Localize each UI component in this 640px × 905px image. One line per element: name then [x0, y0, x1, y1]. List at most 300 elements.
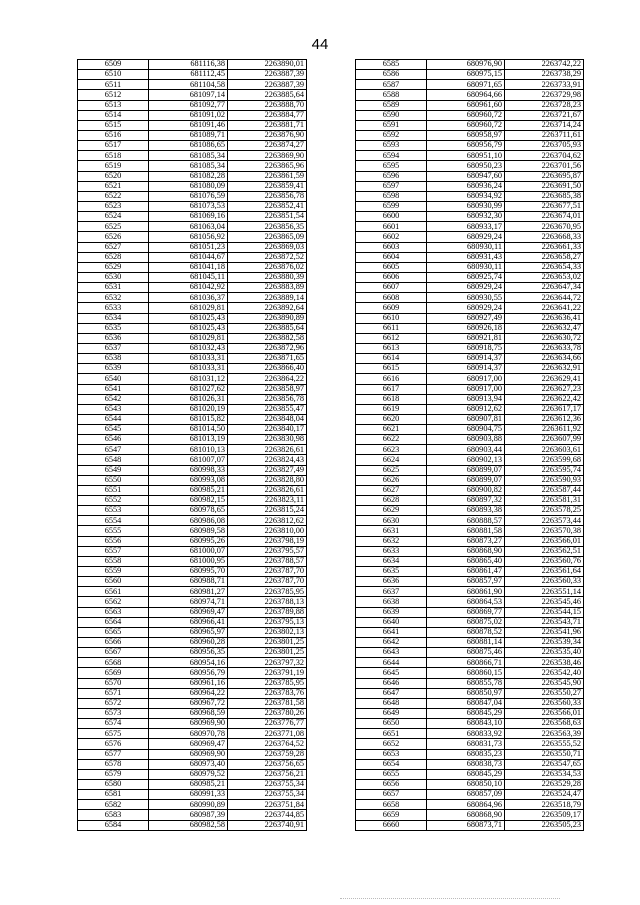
table-row	[78, 80, 307, 90]
table-row	[78, 191, 307, 201]
y-coordinate-cell: 2263780,26	[228, 709, 307, 719]
y-coordinate-cell: 2263876,90	[228, 130, 307, 140]
table-row	[356, 617, 584, 627]
x-coordinate-cell: 680921,81	[427, 333, 505, 343]
point-number-cell: 6554	[78, 516, 149, 526]
y-coordinate-cell: 2263887,39	[228, 80, 307, 90]
point-number-cell: 6631	[356, 526, 427, 536]
table-row	[356, 648, 584, 658]
point-number-cell: 6619	[356, 404, 427, 414]
table-row	[78, 404, 307, 414]
point-number-cell: 6581	[78, 790, 149, 800]
table-row	[78, 526, 307, 536]
x-coordinate-cell: 680960,28	[149, 638, 228, 648]
table-row	[78, 749, 307, 759]
y-coordinate-cell: 2263542,40	[505, 668, 584, 678]
table-row	[356, 293, 584, 303]
table-row	[78, 262, 307, 272]
point-number-cell: 6624	[356, 455, 427, 465]
table-row	[356, 333, 584, 343]
table-row	[356, 546, 584, 556]
y-coordinate-cell: 2263756,65	[228, 759, 307, 769]
x-coordinate-cell: 680973,40	[149, 759, 228, 769]
point-number-cell: 6532	[78, 293, 149, 303]
table-row	[356, 688, 584, 698]
x-coordinate-cell: 680857,97	[427, 577, 505, 587]
table-row	[78, 587, 307, 597]
y-coordinate-cell: 2263595,74	[505, 465, 584, 475]
y-coordinate-cell: 2263545,46	[505, 597, 584, 607]
y-coordinate-cell: 2263658,27	[505, 252, 584, 262]
y-coordinate-cell: 2263751,84	[228, 800, 307, 810]
table-row	[356, 303, 584, 313]
y-coordinate-cell: 2263810,00	[228, 526, 307, 536]
y-coordinate-cell: 2263550,71	[505, 749, 584, 759]
y-coordinate-cell: 2263738,29	[505, 70, 584, 80]
point-number-cell: 6634	[356, 556, 427, 566]
y-coordinate-cell: 2263524,47	[505, 790, 584, 800]
y-coordinate-cell: 2263634,66	[505, 354, 584, 364]
x-coordinate-cell: 680981,27	[149, 587, 228, 597]
y-coordinate-cell: 2263859,41	[228, 181, 307, 191]
table-row	[356, 414, 584, 424]
table-row	[78, 333, 307, 343]
table-row	[78, 698, 307, 708]
x-coordinate-cell: 681042,92	[149, 283, 228, 293]
point-number-cell: 6641	[356, 627, 427, 637]
table-row	[78, 151, 307, 161]
point-number-cell: 6509	[78, 60, 149, 70]
point-number-cell: 6555	[78, 526, 149, 536]
point-number-cell: 6633	[356, 546, 427, 556]
table-row	[356, 141, 584, 151]
y-coordinate-cell: 2263815,24	[228, 506, 307, 516]
point-number-cell: 6535	[78, 323, 149, 333]
point-number-cell: 6560	[78, 577, 149, 587]
y-coordinate-cell: 2263783,76	[228, 688, 307, 698]
x-coordinate-cell: 681073,53	[149, 201, 228, 211]
x-coordinate-cell: 680964,66	[427, 90, 505, 100]
table-row	[356, 496, 584, 506]
x-coordinate-cell: 680982,58	[149, 820, 228, 830]
x-coordinate-cell: 681091,46	[149, 120, 228, 130]
table-row	[78, 161, 307, 171]
table-row	[356, 151, 584, 161]
point-number-cell: 6548	[78, 455, 149, 465]
y-coordinate-cell: 2263874,27	[228, 141, 307, 151]
table-row	[78, 232, 307, 242]
point-number-cell: 6529	[78, 262, 149, 272]
table-row	[78, 739, 307, 749]
table-row	[78, 141, 307, 151]
y-coordinate-cell: 2263518,79	[505, 800, 584, 810]
table-row	[78, 242, 307, 252]
y-coordinate-cell: 2263789,88	[228, 607, 307, 617]
y-coordinate-cell: 2263828,80	[228, 475, 307, 485]
x-coordinate-cell: 680899,07	[427, 475, 505, 485]
x-coordinate-cell: 680861,90	[427, 587, 505, 597]
point-number-cell: 6580	[78, 779, 149, 789]
table-row	[356, 232, 584, 242]
table-row	[78, 465, 307, 475]
x-coordinate-cell: 680934,92	[427, 191, 505, 201]
y-coordinate-cell: 2263892,64	[228, 303, 307, 313]
x-coordinate-cell: 680926,18	[427, 323, 505, 333]
y-coordinate-cell: 2263788,57	[228, 556, 307, 566]
x-coordinate-cell: 680881,14	[427, 638, 505, 648]
table-row	[356, 100, 584, 110]
y-coordinate-cell: 2263764,52	[228, 739, 307, 749]
point-number-cell: 6618	[356, 394, 427, 404]
point-number-cell: 6565	[78, 627, 149, 637]
point-number-cell: 6545	[78, 425, 149, 435]
table-row	[78, 212, 307, 222]
point-number-cell: 6549	[78, 465, 149, 475]
table-row	[78, 130, 307, 140]
y-coordinate-cell: 2263798,19	[228, 536, 307, 546]
table-row	[356, 252, 584, 262]
point-number-cell: 6518	[78, 151, 149, 161]
y-coordinate-cell: 2263535,40	[505, 648, 584, 658]
point-number-cell: 6574	[78, 719, 149, 729]
y-coordinate-cell: 2263555,52	[505, 739, 584, 749]
x-coordinate-cell: 681013,19	[149, 435, 228, 445]
table-row	[78, 414, 307, 424]
x-coordinate-cell: 680989,58	[149, 526, 228, 536]
x-coordinate-cell: 680912,62	[427, 404, 505, 414]
table-row	[78, 100, 307, 110]
y-coordinate-cell: 2263622,42	[505, 394, 584, 404]
point-number-cell: 6622	[356, 435, 427, 445]
x-coordinate-cell: 680978,65	[149, 506, 228, 516]
y-coordinate-cell: 2263880,39	[228, 272, 307, 282]
point-number-cell: 6611	[356, 323, 427, 333]
table-row	[356, 759, 584, 769]
point-number-cell: 6651	[356, 729, 427, 739]
y-coordinate-cell: 2263856,78	[228, 191, 307, 201]
y-coordinate-cell: 2263755,34	[228, 790, 307, 800]
point-number-cell: 6534	[78, 313, 149, 323]
y-coordinate-cell: 2263612,36	[505, 414, 584, 424]
y-coordinate-cell: 2263801,25	[228, 648, 307, 658]
point-number-cell: 6563	[78, 607, 149, 617]
point-number-cell: 6626	[356, 475, 427, 485]
table-row	[78, 384, 307, 394]
x-coordinate-cell: 680966,41	[149, 617, 228, 627]
x-coordinate-cell: 680960,72	[427, 110, 505, 120]
x-coordinate-cell: 681063,04	[149, 222, 228, 232]
y-coordinate-cell: 2263887,39	[228, 70, 307, 80]
y-coordinate-cell: 2263787,70	[228, 567, 307, 577]
x-coordinate-cell: 680845,29	[427, 769, 505, 779]
table-row	[78, 201, 307, 211]
x-coordinate-cell: 680868,90	[427, 546, 505, 556]
y-coordinate-cell: 2263869,90	[228, 151, 307, 161]
table-row	[356, 607, 584, 617]
x-coordinate-cell: 680866,71	[427, 658, 505, 668]
x-coordinate-cell: 681069,16	[149, 212, 228, 222]
table-row	[356, 769, 584, 779]
point-number-cell: 6510	[78, 70, 149, 80]
x-coordinate-cell: 680974,71	[149, 597, 228, 607]
y-coordinate-cell: 2263812,62	[228, 516, 307, 526]
table-row	[78, 343, 307, 353]
point-number-cell: 6635	[356, 567, 427, 577]
y-coordinate-cell: 2263545,90	[505, 678, 584, 688]
table-row	[356, 171, 584, 181]
table-row	[356, 678, 584, 688]
table-row	[78, 567, 307, 577]
y-coordinate-cell: 2263872,96	[228, 343, 307, 353]
table-row	[78, 252, 307, 262]
y-coordinate-cell: 2263861,59	[228, 171, 307, 181]
point-number-cell: 6569	[78, 668, 149, 678]
y-coordinate-cell: 2263869,03	[228, 242, 307, 252]
y-coordinate-cell: 2263791,19	[228, 668, 307, 678]
y-coordinate-cell: 2263568,63	[505, 719, 584, 729]
table-row	[356, 749, 584, 759]
table-row	[356, 455, 584, 465]
table-row	[356, 384, 584, 394]
footer-divider	[340, 898, 560, 901]
y-coordinate-cell: 2263872,52	[228, 252, 307, 262]
y-coordinate-cell: 2263617,17	[505, 404, 584, 414]
x-coordinate-cell: 680914,37	[427, 364, 505, 374]
x-coordinate-cell: 680855,78	[427, 678, 505, 688]
x-coordinate-cell: 680995,70	[149, 567, 228, 577]
table-row	[356, 638, 584, 648]
table-row	[356, 80, 584, 90]
x-coordinate-cell: 681089,71	[149, 130, 228, 140]
point-number-cell: 6592	[356, 130, 427, 140]
x-coordinate-cell: 681020,19	[149, 404, 228, 414]
y-coordinate-cell: 2263636,41	[505, 313, 584, 323]
point-number-cell: 6591	[356, 120, 427, 130]
x-coordinate-cell: 680873,27	[427, 536, 505, 546]
y-coordinate-cell: 2263661,33	[505, 242, 584, 252]
x-coordinate-cell: 680850,10	[427, 779, 505, 789]
table-row	[78, 668, 307, 678]
table-row	[78, 556, 307, 566]
x-coordinate-cell: 680930,11	[427, 242, 505, 252]
table-row	[356, 739, 584, 749]
x-coordinate-cell: 680913,94	[427, 394, 505, 404]
y-coordinate-cell: 2263759,28	[228, 749, 307, 759]
y-coordinate-cell: 2263756,21	[228, 769, 307, 779]
table-row	[356, 374, 584, 384]
y-coordinate-cell: 2263547,65	[505, 759, 584, 769]
x-coordinate-cell: 680954,16	[149, 658, 228, 668]
y-coordinate-cell: 2263866,40	[228, 364, 307, 374]
point-number-cell: 6585	[356, 60, 427, 70]
point-number-cell: 6647	[356, 688, 427, 698]
point-number-cell: 6644	[356, 658, 427, 668]
x-coordinate-cell: 681033,31	[149, 354, 228, 364]
y-coordinate-cell: 2263721,67	[505, 110, 584, 120]
table-row	[78, 577, 307, 587]
y-coordinate-cell: 2263785,95	[228, 678, 307, 688]
point-number-cell: 6582	[78, 800, 149, 810]
table-row	[356, 70, 584, 80]
x-coordinate-cell: 680965,97	[149, 627, 228, 637]
point-number-cell: 6642	[356, 638, 427, 648]
table-row	[78, 475, 307, 485]
y-coordinate-cell: 2263755,34	[228, 779, 307, 789]
y-coordinate-cell: 2263627,23	[505, 384, 584, 394]
x-coordinate-cell: 680843,10	[427, 719, 505, 729]
y-coordinate-cell: 2263856,78	[228, 394, 307, 404]
point-number-cell: 6602	[356, 232, 427, 242]
point-number-cell: 6649	[356, 709, 427, 719]
y-coordinate-cell: 2263674,01	[505, 212, 584, 222]
point-number-cell: 6550	[78, 475, 149, 485]
y-coordinate-cell: 2263603,61	[505, 445, 584, 455]
point-number-cell: 6533	[78, 303, 149, 313]
x-coordinate-cell: 681086,65	[149, 141, 228, 151]
x-coordinate-cell: 680931,43	[427, 252, 505, 262]
x-coordinate-cell: 680860,15	[427, 668, 505, 678]
y-coordinate-cell: 2263876,02	[228, 262, 307, 272]
point-number-cell: 6513	[78, 100, 149, 110]
y-coordinate-cell: 2263560,33	[505, 698, 584, 708]
point-number-cell: 6523	[78, 201, 149, 211]
point-number-cell: 6590	[356, 110, 427, 120]
point-number-cell: 6547	[78, 445, 149, 455]
table-row	[356, 820, 584, 830]
table-row	[356, 567, 584, 577]
table-row	[356, 394, 584, 404]
x-coordinate-cell: 680831,73	[427, 739, 505, 749]
point-number-cell: 6645	[356, 668, 427, 678]
point-number-cell: 6598	[356, 191, 427, 201]
point-number-cell: 6584	[78, 820, 149, 830]
table-row	[78, 323, 307, 333]
x-coordinate-cell: 680864,53	[427, 597, 505, 607]
table-row	[356, 587, 584, 597]
table-row	[78, 729, 307, 739]
table-row	[78, 455, 307, 465]
y-coordinate-cell: 2263885,64	[228, 90, 307, 100]
point-number-cell: 6551	[78, 485, 149, 495]
y-coordinate-cell: 2263840,17	[228, 425, 307, 435]
y-coordinate-cell: 2263632,91	[505, 364, 584, 374]
y-coordinate-cell: 2263633,78	[505, 343, 584, 353]
table-row	[356, 536, 584, 546]
y-coordinate-cell: 2263653,02	[505, 272, 584, 282]
y-coordinate-cell: 2263797,32	[228, 658, 307, 668]
x-coordinate-cell: 681010,13	[149, 445, 228, 455]
point-number-cell: 6524	[78, 212, 149, 222]
point-number-cell: 6526	[78, 232, 149, 242]
point-number-cell: 6656	[356, 779, 427, 789]
y-coordinate-cell: 2263581,31	[505, 496, 584, 506]
x-coordinate-cell: 680929,24	[427, 283, 505, 293]
table-row	[78, 364, 307, 374]
y-coordinate-cell: 2263551,14	[505, 587, 584, 597]
y-coordinate-cell: 2263573,44	[505, 516, 584, 526]
point-number-cell: 6543	[78, 404, 149, 414]
point-number-cell: 6511	[78, 80, 149, 90]
y-coordinate-cell: 2263881,71	[228, 120, 307, 130]
x-coordinate-cell: 680969,47	[149, 607, 228, 617]
point-number-cell: 6553	[78, 506, 149, 516]
point-number-cell: 6566	[78, 638, 149, 648]
y-coordinate-cell: 2263641,22	[505, 303, 584, 313]
table-row	[78, 181, 307, 191]
table-row	[356, 465, 584, 475]
point-number-cell: 6659	[356, 810, 427, 820]
point-number-cell: 6552	[78, 496, 149, 506]
table-row	[78, 769, 307, 779]
point-number-cell: 6562	[78, 597, 149, 607]
table-row	[356, 313, 584, 323]
point-number-cell: 6561	[78, 587, 149, 597]
x-coordinate-cell: 680899,07	[427, 465, 505, 475]
point-number-cell: 6527	[78, 242, 149, 252]
x-coordinate-cell: 680917,00	[427, 374, 505, 384]
x-coordinate-cell: 680845,29	[427, 709, 505, 719]
point-number-cell: 6600	[356, 212, 427, 222]
y-coordinate-cell: 2263830,98	[228, 435, 307, 445]
table-row	[78, 790, 307, 800]
point-number-cell: 6583	[78, 810, 149, 820]
point-number-cell: 6540	[78, 374, 149, 384]
y-coordinate-cell: 2263856,35	[228, 222, 307, 232]
y-coordinate-cell: 2263785,95	[228, 587, 307, 597]
x-coordinate-cell: 681082,28	[149, 171, 228, 181]
table-row	[78, 60, 307, 70]
y-coordinate-cell: 2263587,44	[505, 485, 584, 495]
x-coordinate-cell: 680968,59	[149, 709, 228, 719]
table-row	[356, 709, 584, 719]
x-coordinate-cell: 680927,49	[427, 313, 505, 323]
table-row	[78, 496, 307, 506]
y-coordinate-cell: 2263744,85	[228, 810, 307, 820]
x-coordinate-cell: 681031,12	[149, 374, 228, 384]
x-coordinate-cell: 680904,75	[427, 425, 505, 435]
point-number-cell: 6586	[356, 70, 427, 80]
x-coordinate-cell: 680950,23	[427, 161, 505, 171]
y-coordinate-cell: 2263509,17	[505, 810, 584, 820]
y-coordinate-cell: 2263729,98	[505, 90, 584, 100]
y-coordinate-cell: 2263801,25	[228, 638, 307, 648]
table-row	[356, 343, 584, 353]
table-row	[78, 638, 307, 648]
y-coordinate-cell: 2263529,28	[505, 779, 584, 789]
table-row	[356, 262, 584, 272]
y-coordinate-cell: 2263776,77	[228, 719, 307, 729]
x-coordinate-cell: 680864,96	[427, 800, 505, 810]
table-row	[356, 445, 584, 455]
x-coordinate-cell: 680875,46	[427, 648, 505, 658]
table-row	[356, 222, 584, 232]
point-number-cell: 6639	[356, 607, 427, 617]
point-number-cell: 6646	[356, 678, 427, 688]
table-row	[78, 597, 307, 607]
x-coordinate-cell: 681041,18	[149, 262, 228, 272]
table-row	[78, 719, 307, 729]
point-number-cell: 6578	[78, 759, 149, 769]
table-row	[78, 435, 307, 445]
point-number-cell: 6577	[78, 749, 149, 759]
point-number-cell: 6589	[356, 100, 427, 110]
y-coordinate-cell: 2263630,72	[505, 333, 584, 343]
point-number-cell: 6636	[356, 577, 427, 587]
table-row	[78, 445, 307, 455]
x-coordinate-cell: 681000,95	[149, 556, 228, 566]
point-number-cell: 6650	[356, 719, 427, 729]
point-number-cell: 6658	[356, 800, 427, 810]
